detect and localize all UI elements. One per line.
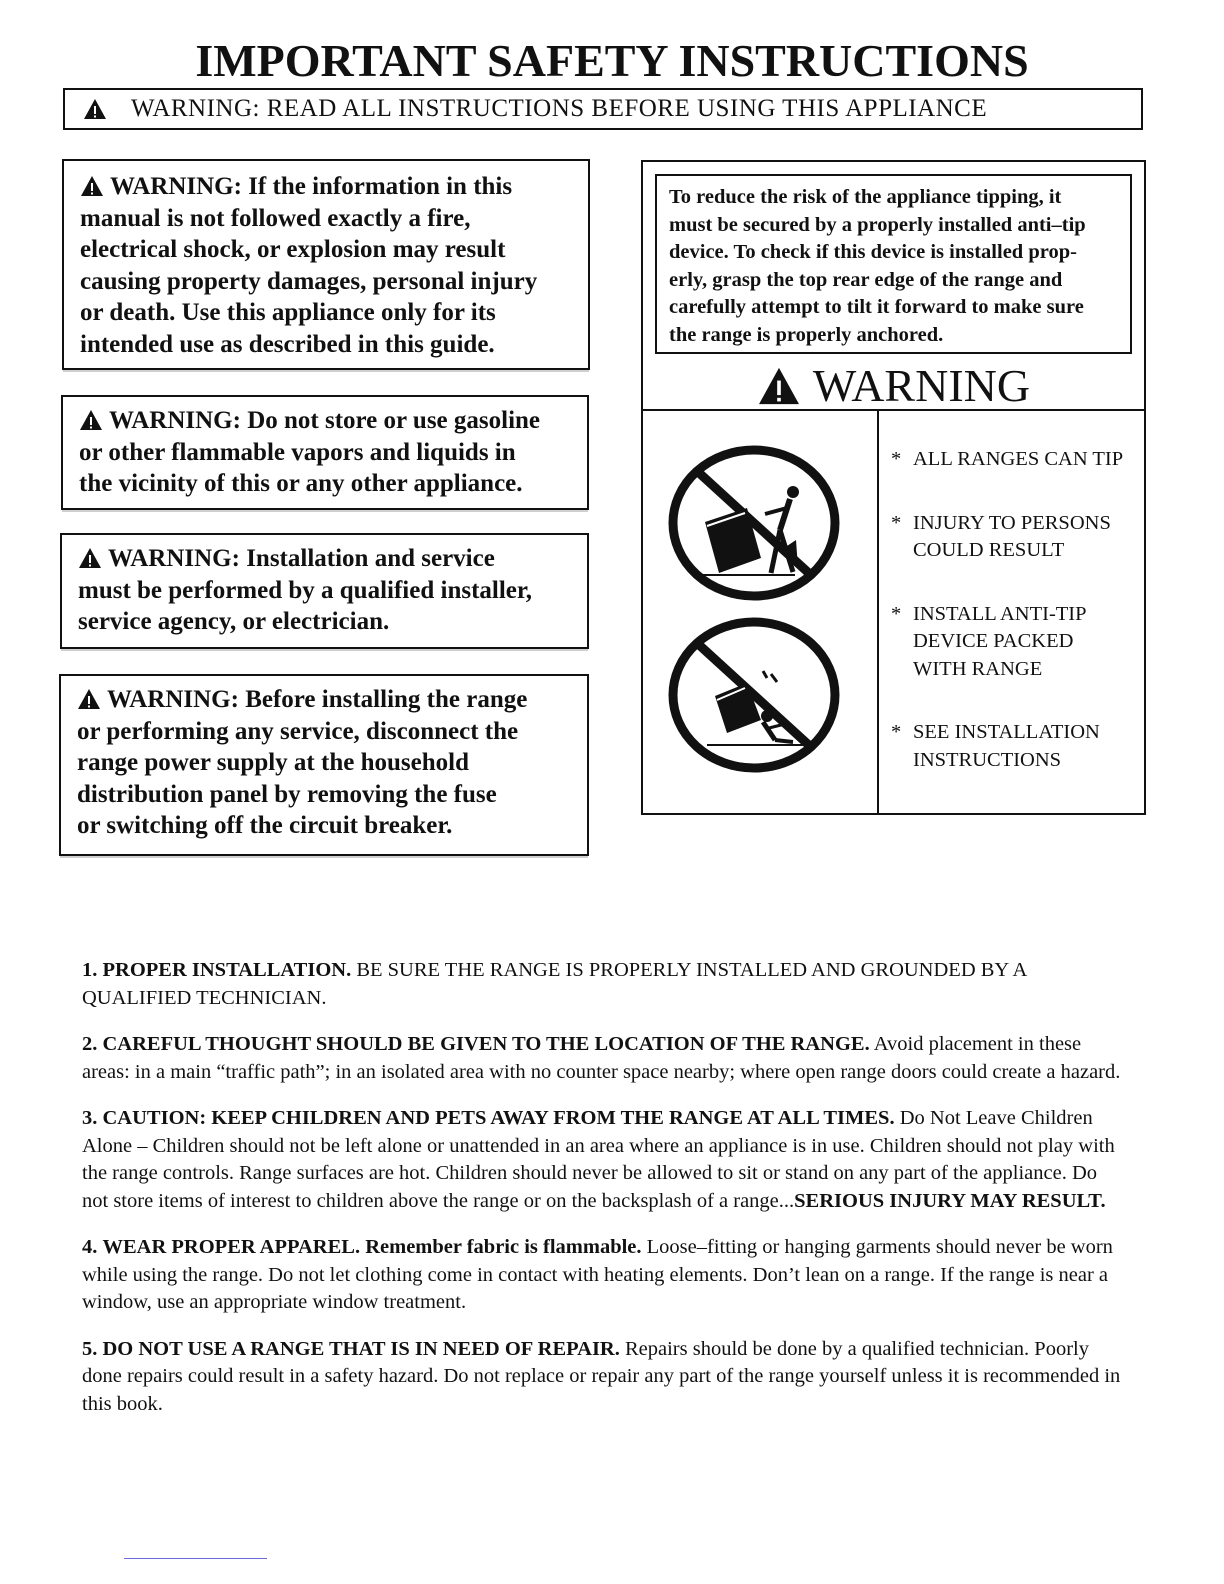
warning-triangle-icon bbox=[757, 360, 813, 411]
warning-line: intended use as described in this guide. bbox=[80, 330, 495, 358]
notice-line: erly, grasp the top rear edge of the range and bbox=[669, 268, 1063, 291]
warning-box-power bbox=[59, 674, 589, 856]
warning-line: WARNING: Do not store or use gasoline bbox=[79, 405, 575, 437]
anti-tip-list bbox=[891, 446, 1141, 810]
list-item: * SEE INSTALLATION INSTRUCTIONS bbox=[891, 721, 1100, 771]
warning-line: or switching off the circuit breaker. bbox=[77, 812, 453, 839]
step-4: 4. WEAR PROPER APPAREL. Remember fabric is flammable. Loose–fitting or hanging garments should never be worn while using the range. Do not let clothing come in contact with heating elements. Don’t lean on a range. If the range is near a window, use an appropriate window treatment. bbox=[82, 1236, 1113, 1313]
notice-line: device. To check if this device is installed prop- bbox=[669, 241, 1077, 263]
warning-line: WARNING: If the information in this bbox=[80, 171, 576, 203]
list-item: * ALL RANGES CAN TIP bbox=[891, 448, 1124, 470]
step-2: 2. CAREFUL THOUGHT SHOULD BE GIVEN TO THE LOCATION OF THE RANGE. Avoid placement in these areas: in a main “traffic path”; in an isolated area with no counter space nearby; where open range doors could create a hazard. bbox=[82, 1033, 1121, 1083]
warning-line: or performing any service, disconnect the bbox=[77, 717, 519, 745]
range-tipping-pictogram-icon bbox=[667, 444, 841, 602]
banner-text: WARNING: READ ALL INSTRUCTIONS BEFORE USING THIS APPLIANCE bbox=[131, 95, 988, 122]
step-3: 3. CAUTION: KEEP CHILDREN AND PETS AWAY FROM THE RANGE AT ALL TIMES. Do Not Leave Children Alone – Children should not be left alone or unattended in an area where an appliance is in use. Children should not play with the range controls. Range surfaces are hot. Children should never be allowed to sit or stand on any part of the appliance. Do not store items of interest to children above the range or on the backsplash of a range...SERIOUS INJURY MAY RESULT. bbox=[82, 1107, 1115, 1212]
warning-line: range power supply at the household bbox=[77, 749, 469, 776]
divider bbox=[877, 409, 879, 813]
warning-line: WARNING: Installation and service bbox=[78, 543, 575, 575]
divider bbox=[124, 1558, 267, 1559]
warning-line: service agency, or electrician. bbox=[78, 608, 390, 635]
warning-box-gasoline bbox=[61, 395, 589, 510]
safety-steps bbox=[82, 957, 1122, 1437]
warning-line: or death. Use this appliance only for its bbox=[80, 299, 496, 326]
warning-triangle-icon bbox=[83, 98, 107, 120]
warning-box-fire bbox=[62, 159, 590, 370]
warning-triangle-icon bbox=[79, 407, 109, 434]
warning-line: or other flammable vapors and liquids in bbox=[79, 438, 516, 466]
warning-triangle-icon bbox=[77, 686, 107, 713]
warning-line: must be performed by a qualified installer, bbox=[78, 576, 532, 604]
notice-line: carefully attempt to tilt it forward to make sure bbox=[669, 296, 1084, 318]
anti-tip-warning-heading: WARNING bbox=[643, 362, 1144, 410]
warning-box-installation bbox=[60, 533, 589, 649]
warning-triangle-icon bbox=[80, 173, 110, 200]
anti-tip-panel bbox=[641, 160, 1146, 815]
list-item: * INJURY TO PERSONS COULD RESULT bbox=[891, 511, 1111, 561]
warning-line: WARNING: Before installing the range bbox=[77, 684, 575, 716]
warning-banner bbox=[63, 88, 1143, 130]
step-1: 1. PROPER INSTALLATION. BE SURE THE RANGE IS PROPERLY INSTALLED AND GROUNDED BY A QUALIFIED TECHNICIAN. bbox=[82, 959, 1027, 1009]
anti-tip-notice bbox=[655, 174, 1132, 354]
step-5: 5. DO NOT USE A RANGE THAT IS IN NEED OF REPAIR. Repairs should be done by a qualified technician. Poorly done repairs could result in a safety hazard. Do not replace or repair any part of the range yourself unless it is recommended in this book. bbox=[82, 1337, 1121, 1415]
warning-triangle-icon bbox=[78, 545, 108, 572]
divider bbox=[643, 409, 1144, 411]
child-injury-pictogram-icon bbox=[667, 616, 841, 774]
warning-line: electrical shock, or explosion may result bbox=[80, 236, 506, 263]
notice-line: must be secured by a properly installed anti–tip bbox=[669, 213, 1086, 236]
warning-line: distribution panel by removing the fuse bbox=[77, 780, 497, 808]
warning-line: manual is not followed exactly a fire, bbox=[80, 204, 471, 232]
warning-line: the vicinity of this or any other appliance. bbox=[79, 470, 523, 497]
notice-line: the range is properly anchored. bbox=[669, 323, 944, 346]
list-item: * INSTALL ANTI-TIP DEVICE PACKED WITH RANGE bbox=[891, 602, 1087, 680]
page-title: IMPORTANT SAFETY INSTRUCTIONS bbox=[195, 35, 1029, 86]
notice-line: To reduce the risk of the appliance tipping, it bbox=[669, 186, 1062, 208]
warning-line: causing property damages, personal injury bbox=[80, 267, 538, 295]
